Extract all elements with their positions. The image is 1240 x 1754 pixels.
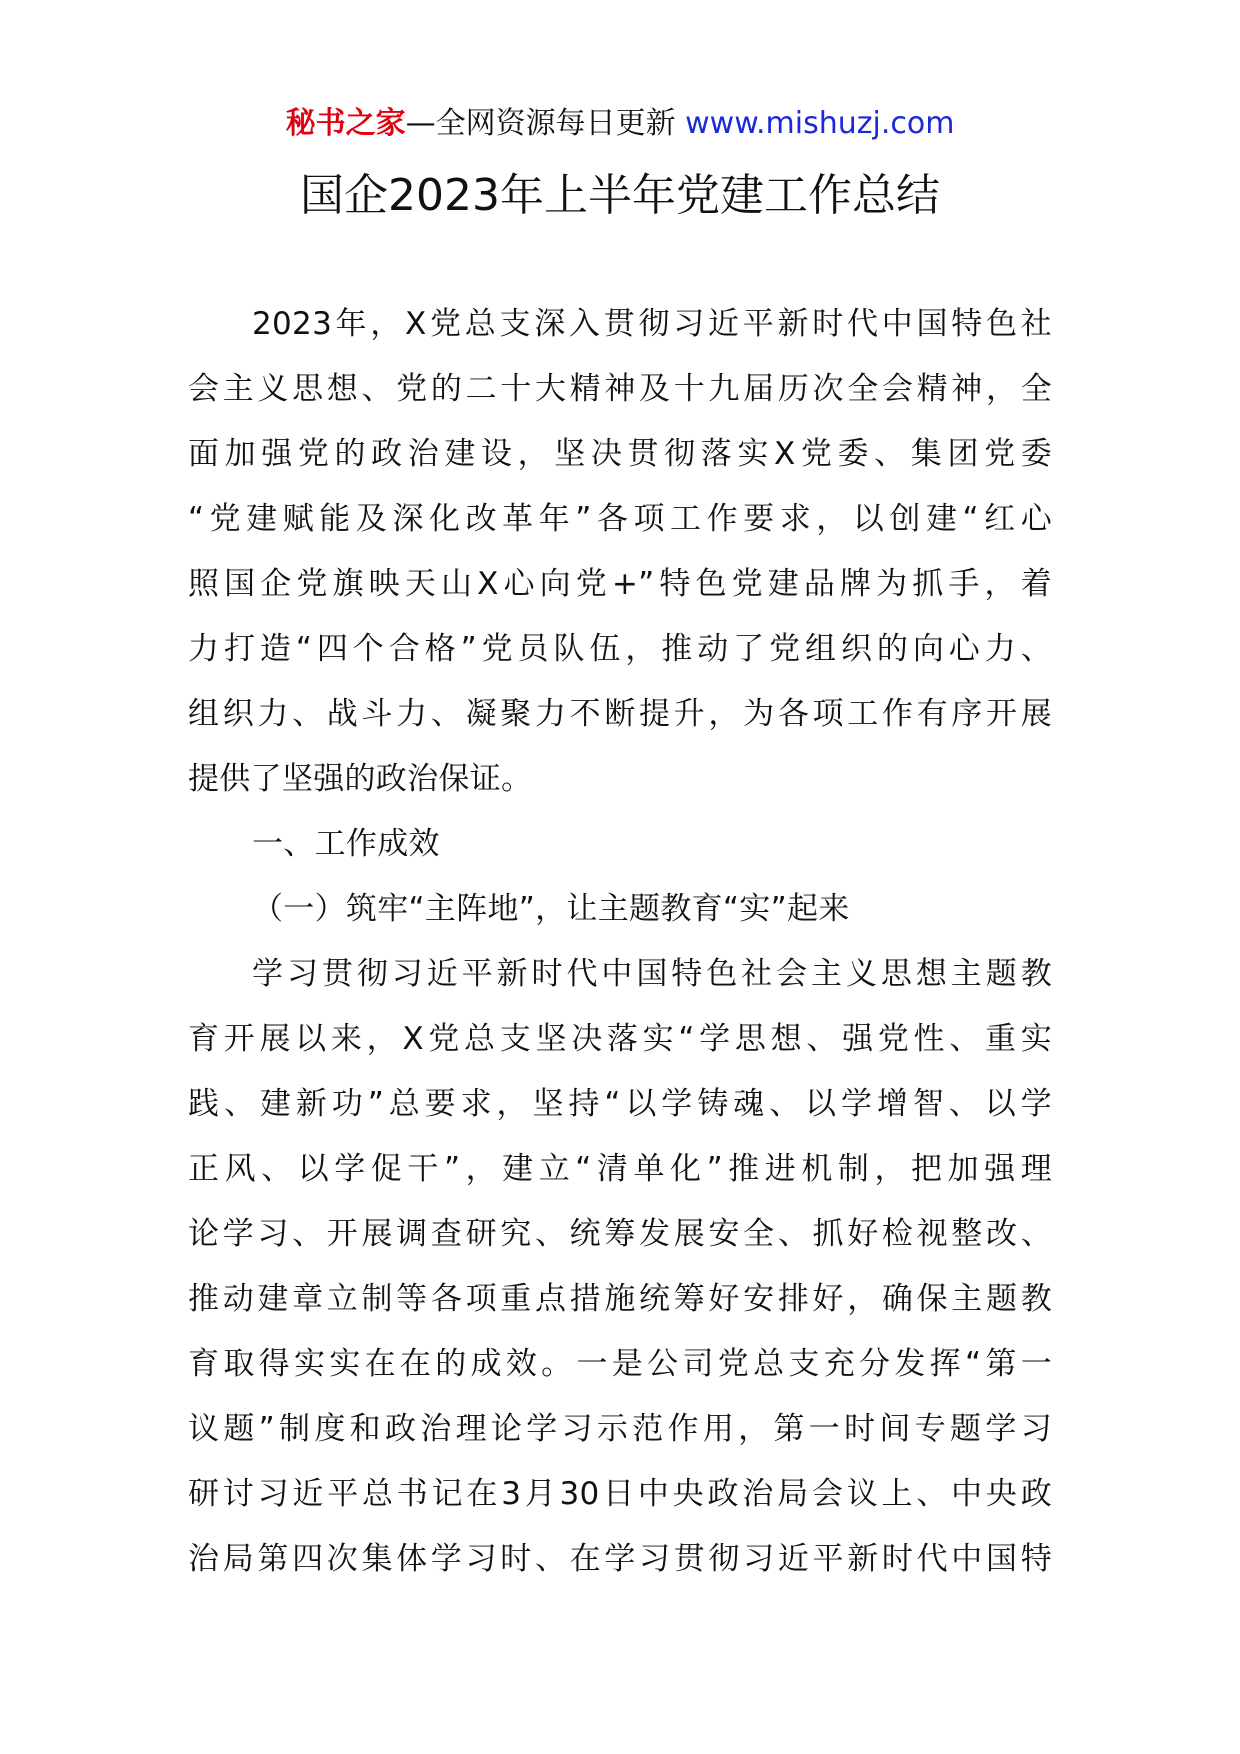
paragraph-line: 推动建章立制等各项重点措施统筹好安排好，确保主题教 [188,1281,1052,1317]
header-slogan: —全网资源每日更新 [405,106,676,141]
intro-line: 面加强党的政治建设，坚决贯彻落实X党委、集团党委 [188,436,1052,472]
section-heading: 一、工作成效 [252,826,440,862]
intro-paragraph [188,292,1052,812]
document-title: 国企2023年上半年党建工作总结 [300,170,940,221]
paragraph-line: 育取得实实在在的成效。一是公司党总支充分发挥“第一 [188,1346,1052,1382]
intro-line: “党建赋能及深化改革年”各项工作要求，以创建“红心 [188,501,1052,537]
site-header [0,104,1240,144]
paragraph-line: 议题”制度和政治理论学习示范作用，第一时间专题学习 [188,1411,1052,1447]
paragraph-line: 正风、以学促干”，建立“清单化”推进机制，把加强理 [188,1151,1052,1187]
paragraph-line: 践、建新功”总要求，坚持“以学铸魂、以学增智、以学 [188,1086,1052,1122]
paragraph-line: 治局第四次集体学习时、在学习贯彻习近平新时代中国特 [188,1541,1052,1577]
subsection-heading: （一）筑牢“主阵地”，让主题教育“实”起来 [252,891,850,927]
body-paragraph [188,942,1052,1592]
intro-line: 提供了坚强的政治保证。 [188,761,533,797]
brand-name: 秘书之家 [285,106,406,141]
intro-line: 力打造“四个合格”党员队伍，推动了党组织的向心力、 [188,631,1052,667]
paragraph-line: 论学习、开展调查研究、统筹发展安全、抓好检视整改、 [188,1216,1052,1252]
intro-line: 会主义思想、党的二十大精神及十九届历次全会精神，全 [188,371,1052,407]
site-url-link[interactable]: www.mishuzj.com [685,106,955,141]
intro-line: 组织力、战斗力、凝聚力不断提升，为各项工作有序开展 [188,696,1052,732]
paragraph-line: 育开展以来，X党总支坚决落实“学思想、强党性、重实 [188,1021,1052,1057]
paragraph-line: 研讨习近平总书记在3月30日中央政治局会议上、中央政 [188,1476,1052,1512]
paragraph-line: 学习贯彻习近平新时代中国特色社会主义思想主题教 [252,956,1052,992]
intro-line: 照国企党旗映天山X心向党+”特色党建品牌为抓手，着 [188,566,1052,602]
document-body [188,292,1052,1592]
intro-line: 2023年，X党总支深入贯彻习近平新时代中国特色社 [252,306,1052,342]
